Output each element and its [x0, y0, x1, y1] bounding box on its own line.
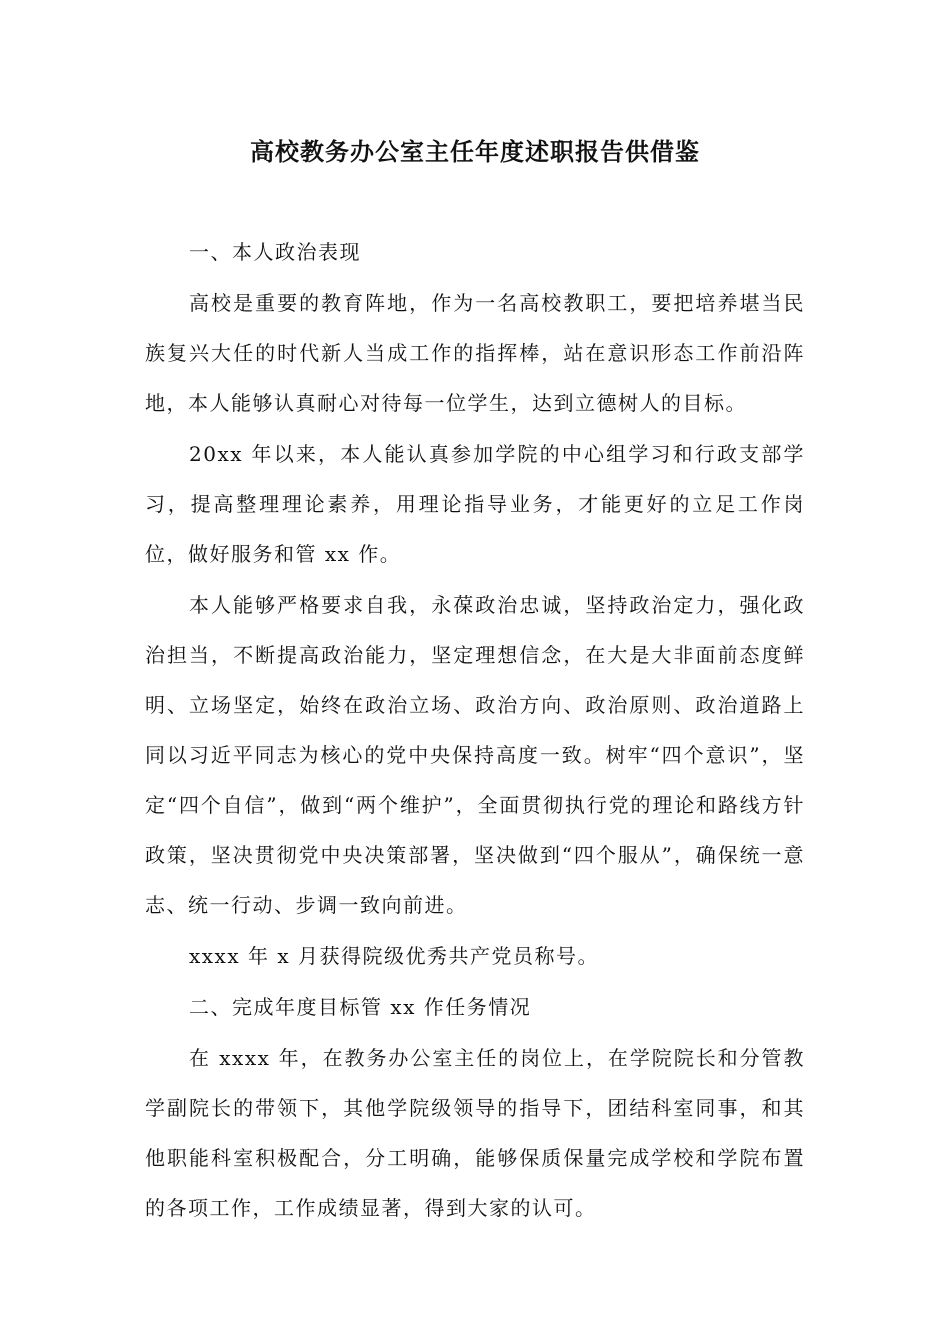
document-body — [145, 227, 805, 1234]
document-title: 高校教务办公室主任年度述职报告供借鉴 — [250, 137, 700, 166]
paragraph: 在 xxxx 年，在教务办公室主任的岗位上，在学院院长和分管教学副院长的带领下，其他学院级领导的指导下，团结科室同事，和其他职能科室积极配合，分工明确，能够保质保量完成学校和学院布置的各项工作，工作成绩显著，得到大家的认可。 — [145, 1046, 805, 1220]
section-heading-political: 一、本人政治表现 — [189, 240, 361, 264]
paragraph: 高校是重要的教育阵地，作为一名高校教职工，要把培养堪当民族复兴大任的时代新人当成工作的指挥棒，站在意识形态工作前沿阵地，本人能够认真耐心对待每一位学生，达到立德树人的目标。 — [145, 291, 805, 415]
section-heading-annual-goals: 二、完成年度目标管 xx 作任务情况 — [189, 995, 532, 1019]
paragraph: 本人能够严格要求自我，永葆政治忠诚，坚持政治定力，强化政治担当，不断提高政治能力，坚定理想信念，在大是大非面前态度鲜明、立场坚定，始终在政治立场、政治方向、政治原则、政治道路上同以习近平同志为核心的党中央保持高度一致。树牢“四个意识”，坚定“四个自信”，做到“两个维护”，全面贯彻执行党的理论和路线方针政策，坚决贯彻党中央决策部署，坚决做到“四个服从”，确保统一意志、统一行动、步调一致向前进。 — [145, 593, 805, 917]
paragraph: xxxx 年 x 月获得院级优秀共产党员称号。 — [189, 944, 599, 968]
paragraph: 20xx 年以来，本人能认真参加学院的中心组学习和行政支部学习，提高整理理论素养，用理论指导业务，才能更好的立足工作岗位，做好服务和管 xx 作。 — [145, 442, 805, 566]
